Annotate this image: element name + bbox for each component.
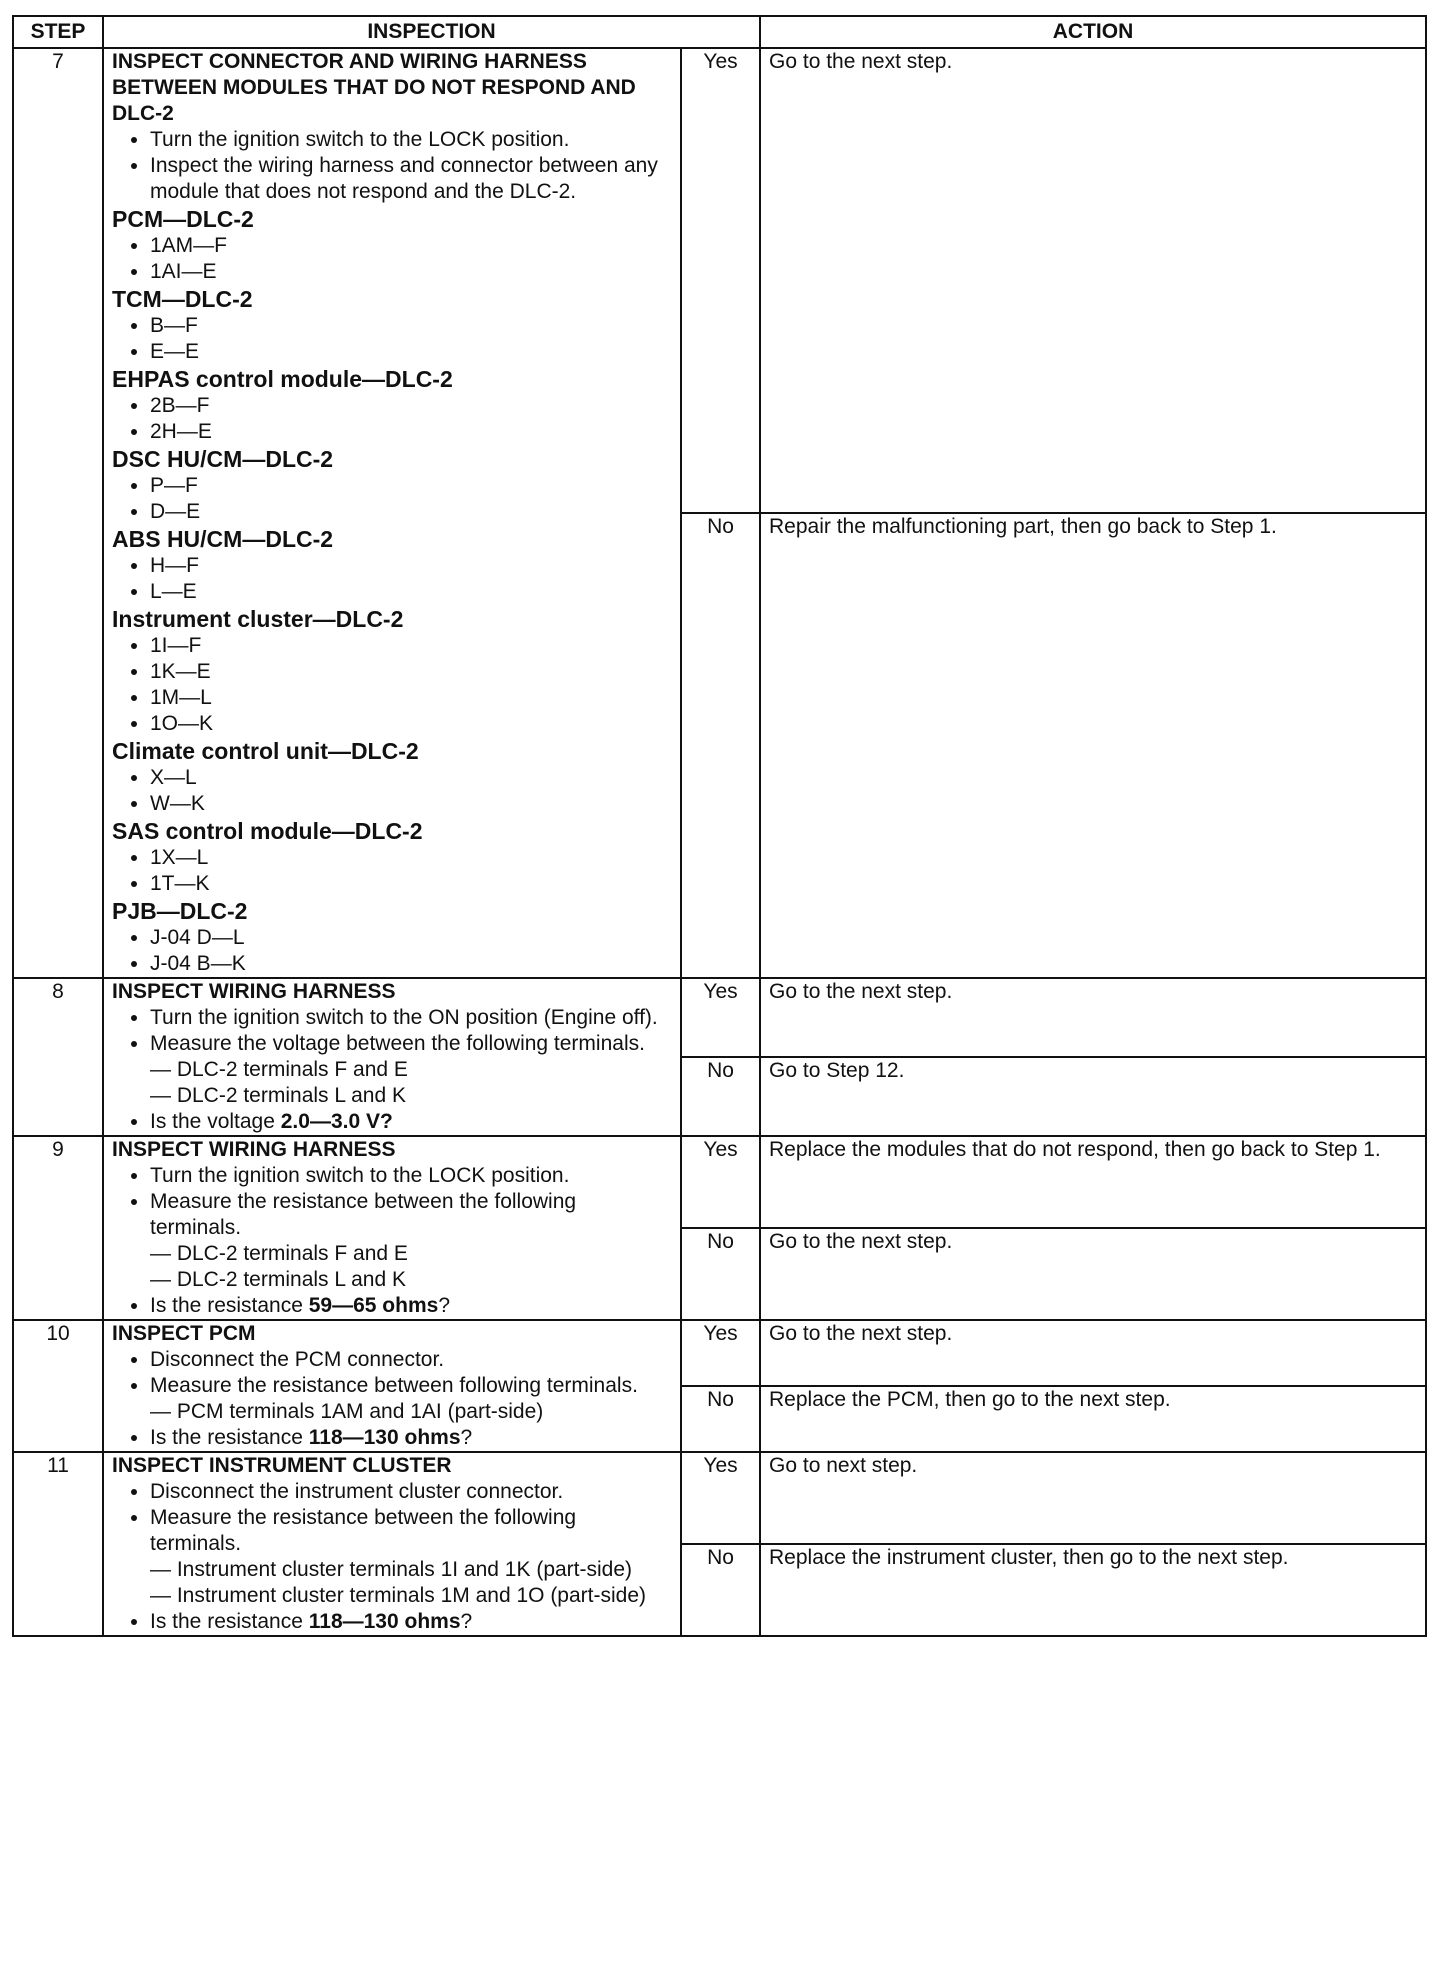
yes-action: Go to the next step. <box>760 48 1426 513</box>
group-title: PJB—DLC-2 <box>112 898 248 924</box>
connection-group <box>112 445 672 525</box>
terminal-pair: • W—K <box>150 791 672 817</box>
spec-value: 118—130 ohms <box>308 1610 461 1633</box>
question-mark: ? <box>460 1610 473 1633</box>
bullet-text: Measure the voltage between the following terminals. <box>150 1032 645 1055</box>
no-label: No <box>681 513 760 978</box>
group-title: EHPAS control module—DLC-2 <box>112 366 453 392</box>
step-number: 8 <box>13 978 103 1136</box>
terminal-line: — DLC-2 terminals L and K <box>150 1084 406 1107</box>
question-item <box>150 1425 672 1451</box>
header-step: STEP <box>13 16 103 48</box>
terminal-pair: • 1X—L <box>150 845 672 871</box>
terminal-list <box>112 765 672 817</box>
step-number: 10 <box>13 1320 103 1452</box>
step-8-yes-row <box>13 978 1426 1057</box>
bullet-item <box>150 1505 672 1609</box>
terminal-pair: • E—E <box>150 339 672 365</box>
bullet-list <box>112 127 672 205</box>
question-item <box>150 1109 672 1135</box>
step-number: 11 <box>13 1452 103 1636</box>
no-action: Repair the malfunctioning part, then go back to Step 1. <box>760 513 1426 978</box>
step-number: 9 <box>13 1136 103 1320</box>
bullet-list <box>112 1005 672 1135</box>
terminal-pair: • D—E <box>150 499 672 525</box>
terminal-pair: • 1AI—E <box>150 259 672 285</box>
question-text: Is the resistance <box>150 1610 309 1633</box>
connection-group <box>112 365 672 445</box>
spec-value: 118—130 ohms <box>308 1426 461 1449</box>
terminal-list <box>112 473 672 525</box>
inspection-table <box>12 15 1427 1637</box>
bullet-list <box>112 1347 672 1451</box>
bullet-text: Measure the resistance between following terminals. <box>150 1374 638 1397</box>
group-title: Instrument cluster—DLC-2 <box>112 606 404 632</box>
question-text: Is the resistance <box>150 1294 309 1317</box>
spec-value: 59—65 ohms <box>308 1294 439 1317</box>
no-action: Go to the next step. <box>760 1228 1426 1320</box>
connection-group <box>112 525 672 605</box>
step-11-inspection <box>103 1452 681 1636</box>
terminal-line: — Instrument cluster terminals 1I and 1K (part-side) <box>150 1558 633 1581</box>
terminal-line: — Instrument cluster terminals 1M and 1O (part-side) <box>150 1584 647 1607</box>
step-7-inspection <box>103 48 681 978</box>
yes-action: Go to the next step. <box>760 1320 1426 1386</box>
yes-action: Go to next step. <box>760 1452 1426 1544</box>
spec-value: 2.0—3.0 V? <box>280 1110 393 1133</box>
group-title: ABS HU/CM—DLC-2 <box>112 526 334 552</box>
step-title: INSPECT CONNECTOR AND WIRING HARNESS BETWEEN MODULES THAT DO NOT RESPOND AND DLC-2 <box>112 50 636 125</box>
bullet-item: • Turn the ignition switch to the ON position (Engine off). <box>150 1005 672 1031</box>
group-title: TCM—DLC-2 <box>112 286 253 312</box>
bullet-item <box>150 1031 672 1109</box>
step-7-yes-row <box>13 48 1426 513</box>
question-item <box>150 1609 672 1635</box>
bullet-text: Measure the resistance between the following terminals. <box>150 1190 577 1239</box>
step-title: INSPECT INSTRUMENT CLUSTER <box>112 1454 452 1477</box>
bullet-item <box>150 1373 672 1425</box>
question-mark: ? <box>460 1426 473 1449</box>
terminal-pair: • 1I—F <box>150 633 672 659</box>
no-label: No <box>681 1386 760 1452</box>
group-title: Climate control unit—DLC-2 <box>112 738 419 764</box>
connection-group <box>112 285 672 365</box>
group-title: DSC HU/CM—DLC-2 <box>112 446 334 472</box>
terminal-pair: • X—L <box>150 765 672 791</box>
bullet-text: Measure the resistance between the following terminals. <box>150 1506 577 1555</box>
yes-action: Go to the next step. <box>760 978 1426 1057</box>
bullet-item: • Inspect the wiring harness and connector between any module that does not respond and the DLC-2. <box>150 153 672 205</box>
yes-label: Yes <box>681 1136 760 1228</box>
question-text: Is the voltage <box>150 1110 281 1133</box>
terminal-pair: • J-04 D—L <box>150 925 672 951</box>
connection-group <box>112 737 672 817</box>
step-10-yes-row <box>13 1320 1426 1386</box>
terminal-pair: • 1M—L <box>150 685 672 711</box>
step-9-inspection <box>103 1136 681 1320</box>
step-title: INSPECT PCM <box>112 1322 256 1345</box>
group-title: SAS control module—DLC-2 <box>112 818 423 844</box>
terminal-pair: • P—F <box>150 473 672 499</box>
step-title: INSPECT WIRING HARNESS <box>112 1138 396 1161</box>
question-mark: ? <box>438 1294 450 1317</box>
step-11-yes-row <box>13 1452 1426 1544</box>
question-item <box>150 1293 672 1319</box>
terminal-pair: • 1O—K <box>150 711 672 737</box>
terminal-pair: • L—E <box>150 579 672 605</box>
bullet-list <box>112 1163 672 1319</box>
yes-label: Yes <box>681 1320 760 1386</box>
terminal-line: — DLC-2 terminals F and E <box>150 1058 408 1081</box>
yes-action: Replace the modules that do not respond, then go back to Step 1. <box>760 1136 1426 1228</box>
no-label: No <box>681 1544 760 1636</box>
yes-label: Yes <box>681 48 760 513</box>
bullet-item <box>150 1189 672 1293</box>
terminal-pair: • 2B—F <box>150 393 672 419</box>
header-action: ACTION <box>760 16 1426 48</box>
question-text: Is the resistance <box>150 1426 309 1449</box>
bullet-item: • Disconnect the instrument cluster connector. <box>150 1479 672 1505</box>
step-10-inspection <box>103 1320 681 1452</box>
no-action: Replace the instrument cluster, then go to the next step. <box>760 1544 1426 1636</box>
header-inspection: INSPECTION <box>103 16 760 48</box>
bullet-item: • Turn the ignition switch to the LOCK position. <box>150 127 672 153</box>
terminal-pair: • 1AM—F <box>150 233 672 259</box>
group-title: PCM—DLC-2 <box>112 206 254 232</box>
no-action: Replace the PCM, then go to the next step. <box>760 1386 1426 1452</box>
terminal-line: — PCM terminals 1AM and 1AI (part-side) <box>150 1400 544 1423</box>
connection-group <box>112 605 672 737</box>
terminal-list <box>112 313 672 365</box>
terminal-list <box>112 925 672 977</box>
step-8-inspection <box>103 978 681 1136</box>
terminal-pair: • 1T—K <box>150 871 672 897</box>
bullet-item: • Disconnect the PCM connector. <box>150 1347 672 1373</box>
terminal-list <box>112 233 672 285</box>
terminal-pair: • 2H—E <box>150 419 672 445</box>
yes-label: Yes <box>681 1452 760 1544</box>
terminal-list <box>112 393 672 445</box>
step-9-yes-row <box>13 1136 1426 1228</box>
table-header-row <box>13 16 1426 48</box>
yes-label: Yes <box>681 978 760 1057</box>
no-label: No <box>681 1057 760 1136</box>
step-title: INSPECT WIRING HARNESS <box>112 980 396 1003</box>
terminal-line: — DLC-2 terminals F and E <box>150 1242 408 1265</box>
terminal-list <box>112 845 672 897</box>
connection-group <box>112 897 672 977</box>
terminal-list <box>112 633 672 737</box>
no-action: Go to Step 12. <box>760 1057 1426 1136</box>
connection-group <box>112 205 672 285</box>
terminal-list <box>112 553 672 605</box>
bullet-item: • Turn the ignition switch to the LOCK position. <box>150 1163 672 1189</box>
bullet-list <box>112 1479 672 1635</box>
step-number: 7 <box>13 48 103 978</box>
terminal-pair: • H—F <box>150 553 672 579</box>
connection-group <box>112 817 672 897</box>
terminal-pair: • 1K—E <box>150 659 672 685</box>
terminal-pair: • B—F <box>150 313 672 339</box>
terminal-line: — DLC-2 terminals L and K <box>150 1268 406 1291</box>
no-label: No <box>681 1228 760 1320</box>
terminal-pair: • J-04 B—K <box>150 951 672 977</box>
